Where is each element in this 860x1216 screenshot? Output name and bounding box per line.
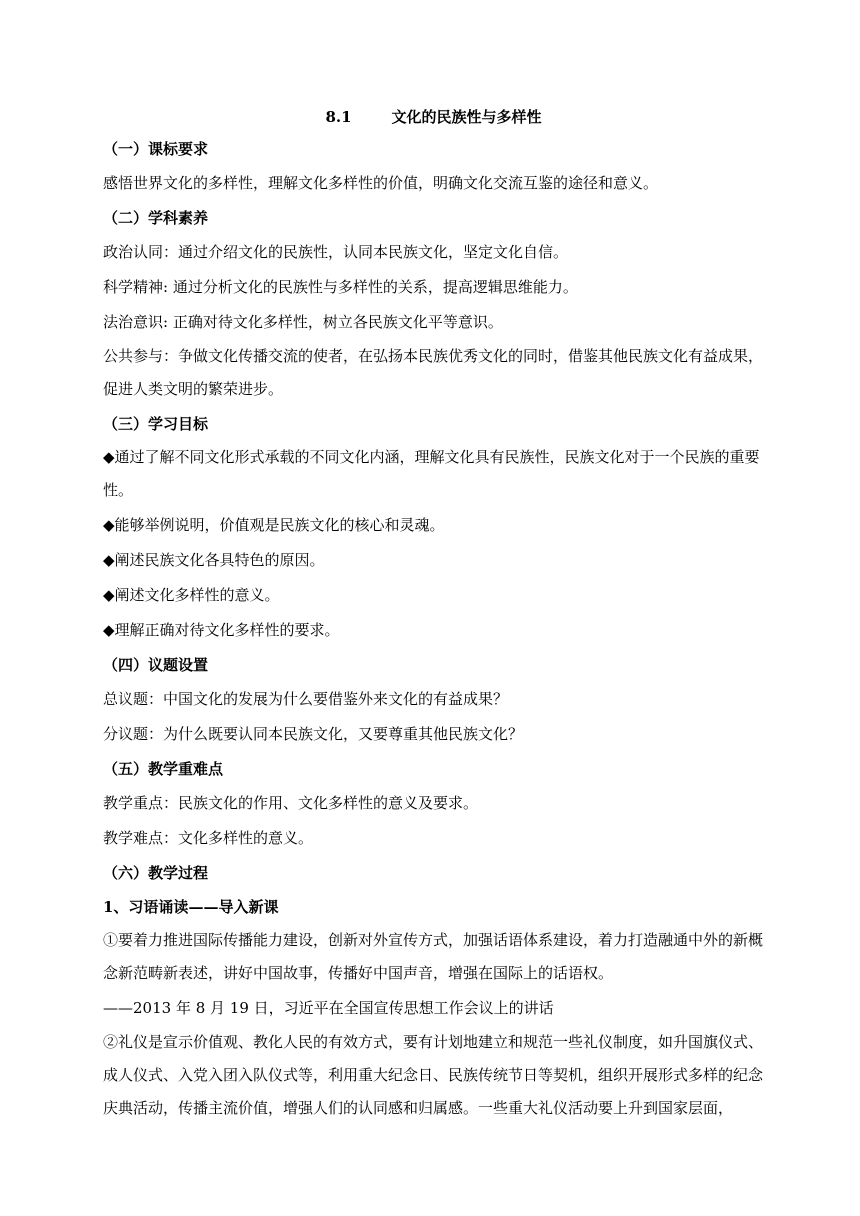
list-item: ◆通过了解不同文化形式承载的不同文化内涵，理解文化具有民族性，民族文化对于一个民族的重要性。 [103, 448, 760, 499]
paragraph: 法治意识: 正确对待文化多样性，树立各民族文化平等意识。 [103, 313, 503, 331]
section-heading-topics: （四）议题设置 [103, 656, 209, 674]
section-heading-key-points: （五）教学重难点 [103, 760, 224, 778]
list-item: ◆阐述文化多样性的意义。 [103, 586, 280, 604]
subsection-heading: 1、习语诵读——导入新课 [103, 898, 279, 916]
title-text: 文化的民族性与多样性 [391, 108, 542, 126]
paragraph: 科学精神: 通过分析文化的民族性与多样性的关系，提高逻辑思维能力。 [103, 278, 578, 296]
paragraph: 教学难点：文化多样性的意义。 [103, 829, 314, 847]
section-heading-process: （六）教学过程 [103, 864, 209, 882]
paragraph: 公共参与：争做文化传播交流的使者，在弘扬本民族优秀文化的同时，借鉴其他民族文化有益成果，促进人类文明的繁荣进步。 [103, 347, 764, 398]
list-item: ◆阐述民族文化各具特色的原因。 [103, 551, 325, 569]
list-item: ◆能够举例说明，价值观是民族文化的核心和灵魂。 [103, 516, 445, 534]
paragraph: 总议题：中国文化的发展为什么要借鉴外来文化的有益成果？ [103, 690, 509, 708]
quote-source: ——2013 年 8 月 19 日，习近平在全国宣传思想工作会议上的讲话 [103, 999, 554, 1017]
title-number: 8.1 [325, 108, 352, 126]
section-heading-literacy: （二）学科素养 [103, 209, 209, 227]
list-item: ◆理解正确对待文化多样性的要求。 [103, 621, 340, 639]
quote-paragraph: ②礼仪是宣示价值观、教化人民的有效方式，要有计划地建立和规范一些礼仪制度，如升国旗仪式、成人仪式、入党入团入队仪式等，利用重大纪念日、民族传统节日等契机，组织开展形式多样的纪念庆典活动，传播主流价值，增强人们的认同感和归属感。一些重大礼仪活动要上升到国家层面， [103, 1033, 764, 1117]
section-heading-curriculum: （一）课标要求 [103, 140, 209, 158]
document-title [103, 106, 764, 128]
paragraph: 教学重点：民族文化的作用、文化多样性的意义及要求。 [103, 794, 479, 812]
paragraph: 政治认同：通过介绍文化的民族性，认同本民族文化，坚定文化自信。 [103, 243, 569, 261]
paragraph: 分议题：为什么既要认同本民族文化，又要尊重其他民族文化？ [103, 725, 524, 743]
section-heading-objectives: （三）学习目标 [103, 415, 209, 433]
quote-paragraph: ①要着力推进国际传播能力建设，创新对外宣传方式，加强话语体系建设，着力打造融通中外的新概念新范畴新表述，讲好中国故事，传播好中国声音，增强在国际上的话语权。 [103, 931, 764, 982]
paragraph: 感悟世界文化的多样性，理解文化多样性的价值，明确文化交流互鉴的途径和意义。 [103, 174, 659, 192]
